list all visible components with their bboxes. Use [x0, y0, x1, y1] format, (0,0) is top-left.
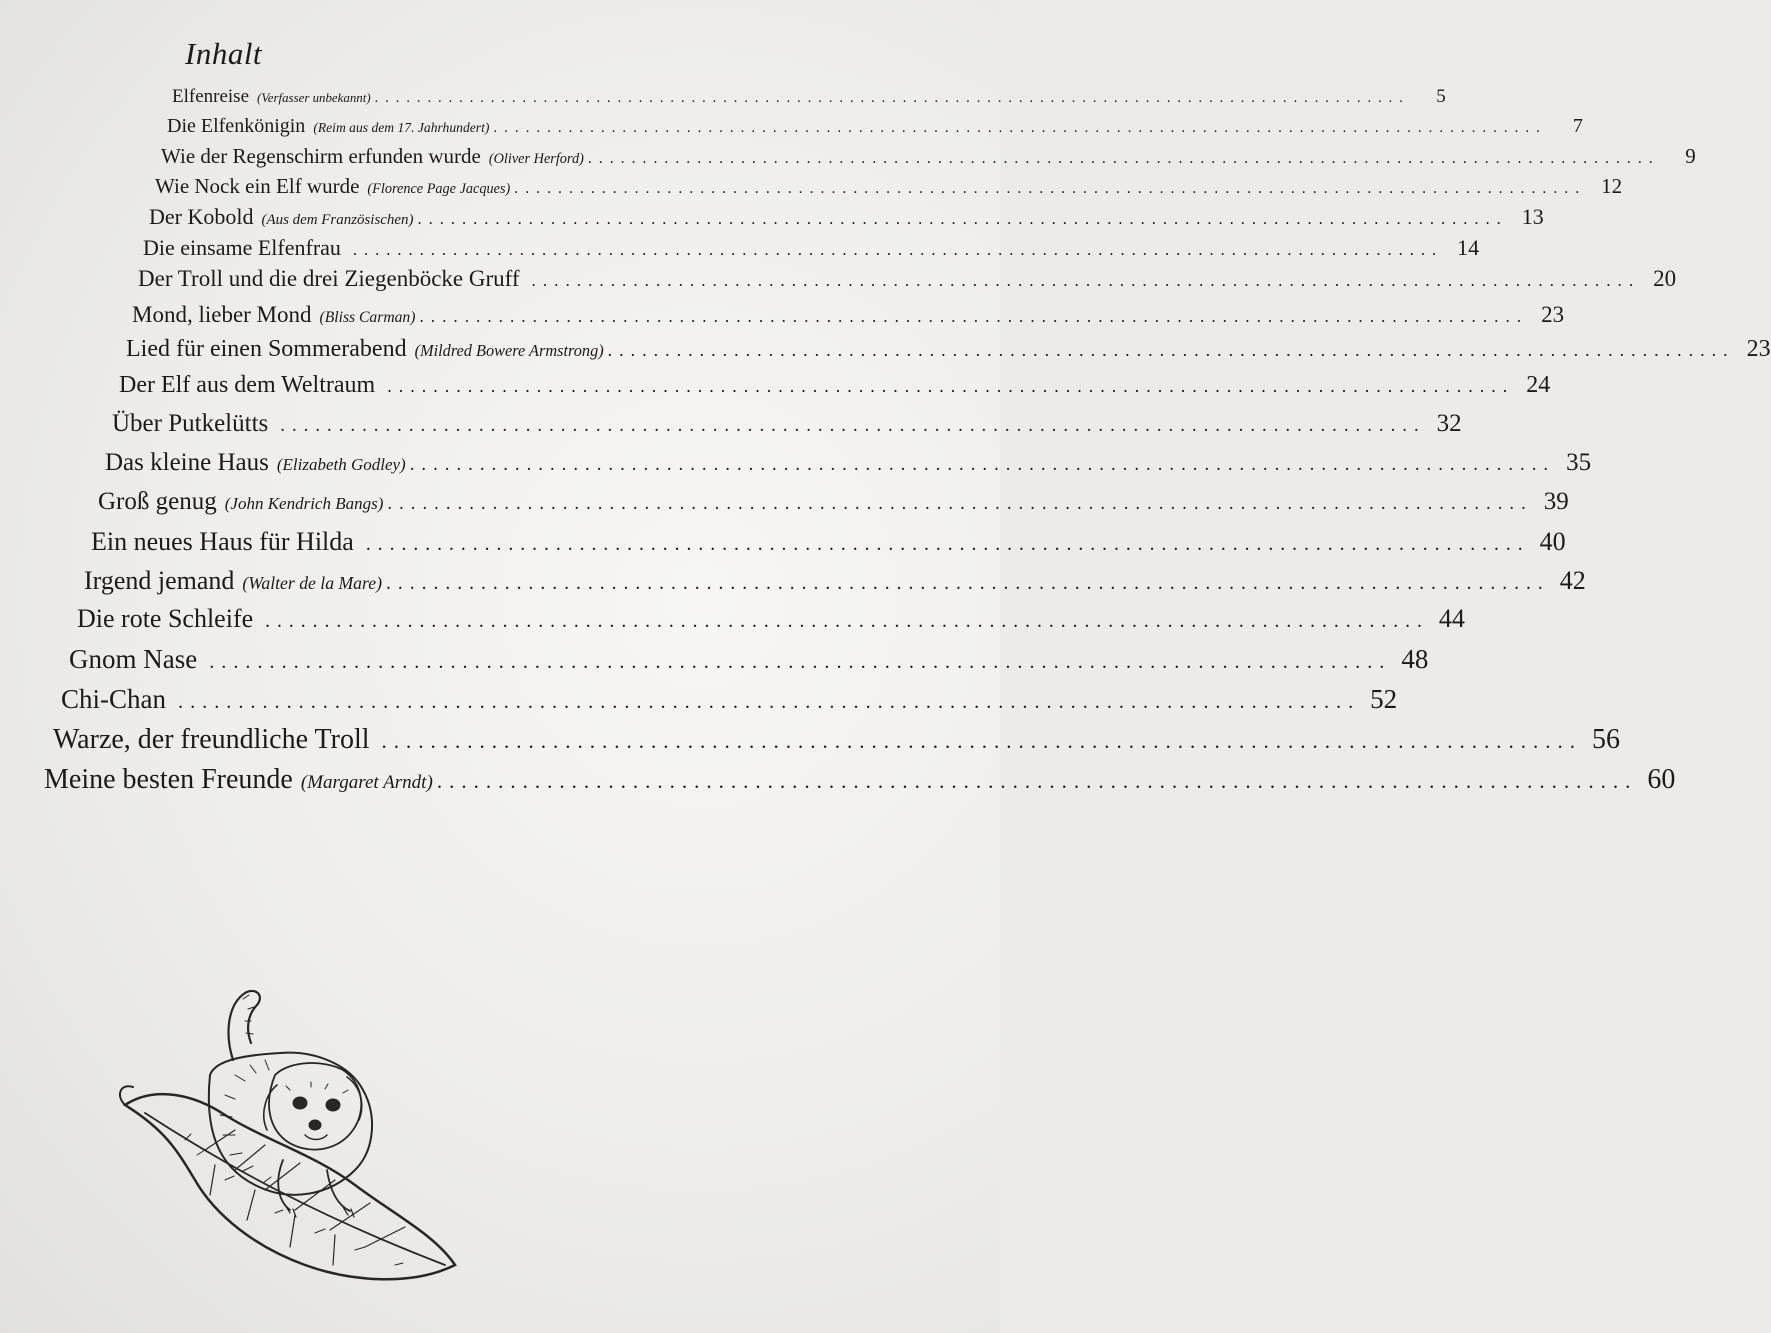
entry-title: Die rote Schleife — [77, 604, 254, 633]
dot-leader: .................................................................................................. — [493, 120, 1547, 136]
toc-entry — [143, 235, 1480, 261]
entry-page: 7 — [1572, 115, 1583, 137]
entry-page: 23 — [1746, 336, 1771, 362]
dot-leader: .................................................................................................. — [374, 90, 1410, 106]
entry-page: 9 — [1685, 144, 1696, 168]
dog-drawing — [209, 991, 372, 1217]
entry-page: 13 — [1521, 204, 1544, 229]
toc-entry — [105, 449, 1592, 477]
entry-title: Der Kobold — [149, 204, 254, 229]
dot-leader: .................................................................................................. — [387, 376, 1515, 396]
entry-title: Meine besten Freunde — [44, 764, 293, 795]
entry-page: 56 — [1592, 724, 1621, 755]
entry-page: 24 — [1526, 372, 1551, 398]
entry-title: Das kleine Haus — [105, 449, 269, 476]
toc-entry — [77, 604, 1465, 634]
entry-title: Der Elf aus dem Weltraum — [119, 372, 376, 398]
dot-leader: .................................................................................................. — [387, 493, 1533, 514]
entry-title: Die einsame Elfenfrau — [143, 235, 341, 260]
entry-author: (Mildred Bowere Armstrong) — [414, 341, 604, 360]
toc-entry — [69, 644, 1429, 675]
entry-author: (Walter de la Mare) — [242, 573, 382, 593]
entry-title: Wie der Regenschirm erfunden wurde — [161, 144, 481, 168]
entry-page: 60 — [1647, 764, 1676, 795]
entry-page: 14 — [1457, 235, 1480, 260]
dot-leader: .................................................................................................. — [436, 769, 1638, 793]
toc-entry — [167, 115, 1583, 138]
dot-leader: .................................................................................................. — [280, 415, 1426, 436]
dog-on-leaf-illustration — [115, 965, 475, 1295]
entry-title: Elfenreise — [172, 86, 250, 107]
entry-page: 39 — [1543, 488, 1569, 515]
entry-title: Die Elfenkönigin — [167, 115, 306, 137]
entry-page: 40 — [1539, 527, 1566, 556]
entry-title: Der Troll und die drei Ziegenböcke Gruff — [138, 266, 520, 291]
toc-entry — [91, 527, 1566, 557]
toc-entry — [126, 336, 1771, 363]
entry-author: (Verfasser unbekannt) — [257, 90, 371, 105]
toc-entry — [161, 144, 1696, 169]
toc-entry — [132, 302, 1565, 328]
entry-title: Ein neues Haus für Hilda — [91, 527, 354, 556]
dot-leader: .................................................................................................. — [417, 209, 1508, 228]
toc-entry — [61, 684, 1398, 715]
leaf-drawing — [120, 1086, 455, 1279]
entry-author: (Bliss Carman) — [319, 309, 416, 326]
entry-title: Wie Nock ein Elf wurde — [155, 174, 360, 198]
entry-title: Lied für einen Sommerabend — [126, 336, 407, 362]
toc-entry — [155, 174, 1623, 199]
entry-title: Mond, lieber Mond — [132, 302, 312, 327]
entry-title: Über Putkelütts — [112, 410, 269, 437]
toc-entry — [44, 764, 1676, 796]
toc-title: Inhalt — [185, 36, 263, 71]
dot-leader: .................................................................................................. — [419, 307, 1529, 326]
entry-author: (Elizabeth Godley) — [276, 455, 406, 474]
entry-page: 35 — [1566, 449, 1592, 476]
dot-leader: .................................................................................................. — [587, 150, 1660, 167]
dot-leader: .................................................................................................. — [265, 611, 1429, 632]
entry-page: 48 — [1401, 644, 1429, 674]
toc-entry — [172, 86, 1446, 108]
dot-leader: .................................................................................................. — [381, 729, 1583, 753]
toc-entry — [119, 372, 1551, 399]
dot-leader: .................................................................................................. — [514, 180, 1587, 197]
entry-page: 44 — [1438, 604, 1465, 633]
entry-author: (Margaret Arndt) — [300, 772, 433, 793]
entry-page: 23 — [1541, 302, 1565, 327]
entry-page: 42 — [1559, 566, 1586, 595]
dot-leader: .................................................................................................. — [385, 573, 1550, 594]
toc-entry — [98, 488, 1569, 516]
dot-leader: .................................................................................................. — [209, 651, 1392, 673]
dot-leader: .................................................................................................. — [365, 534, 1530, 555]
dot-leader: .................................................................................................. — [178, 691, 1361, 713]
entry-page: 20 — [1653, 266, 1677, 291]
entry-author: (Florence Page Jacques) — [367, 181, 511, 197]
entry-title: Groß genug — [98, 488, 217, 515]
dot-leader: .................................................................................................. — [607, 340, 1735, 360]
entry-author: (John Kendrich Bangs) — [224, 494, 384, 513]
entry-author: (Oliver Herford) — [488, 151, 584, 167]
entry-title: Irgend jemand — [84, 566, 235, 595]
dot-leader: .................................................................................................. — [531, 271, 1641, 290]
dot-leader: .................................................................................................. — [352, 240, 1444, 259]
toc-entry — [149, 204, 1544, 230]
entry-title: Warze, der freundliche Troll — [53, 724, 370, 755]
entry-page: 52 — [1370, 684, 1398, 714]
toc-entry — [112, 410, 1462, 438]
entry-author: (Aus dem Französischen) — [261, 212, 414, 228]
toc-entry — [138, 266, 1677, 292]
toc-entry — [84, 566, 1586, 596]
entry-page: 12 — [1601, 174, 1623, 198]
entry-title: Gnom Nase — [69, 644, 198, 674]
entry-page: 32 — [1436, 410, 1462, 437]
entry-author: (Reim aus dem 17. Jahrhundert) — [313, 120, 490, 135]
entry-page: 5 — [1436, 86, 1446, 107]
entry-title: Chi-Chan — [61, 684, 166, 714]
toc-entry — [53, 724, 1621, 756]
dot-leader: .................................................................................................. — [409, 454, 1556, 475]
